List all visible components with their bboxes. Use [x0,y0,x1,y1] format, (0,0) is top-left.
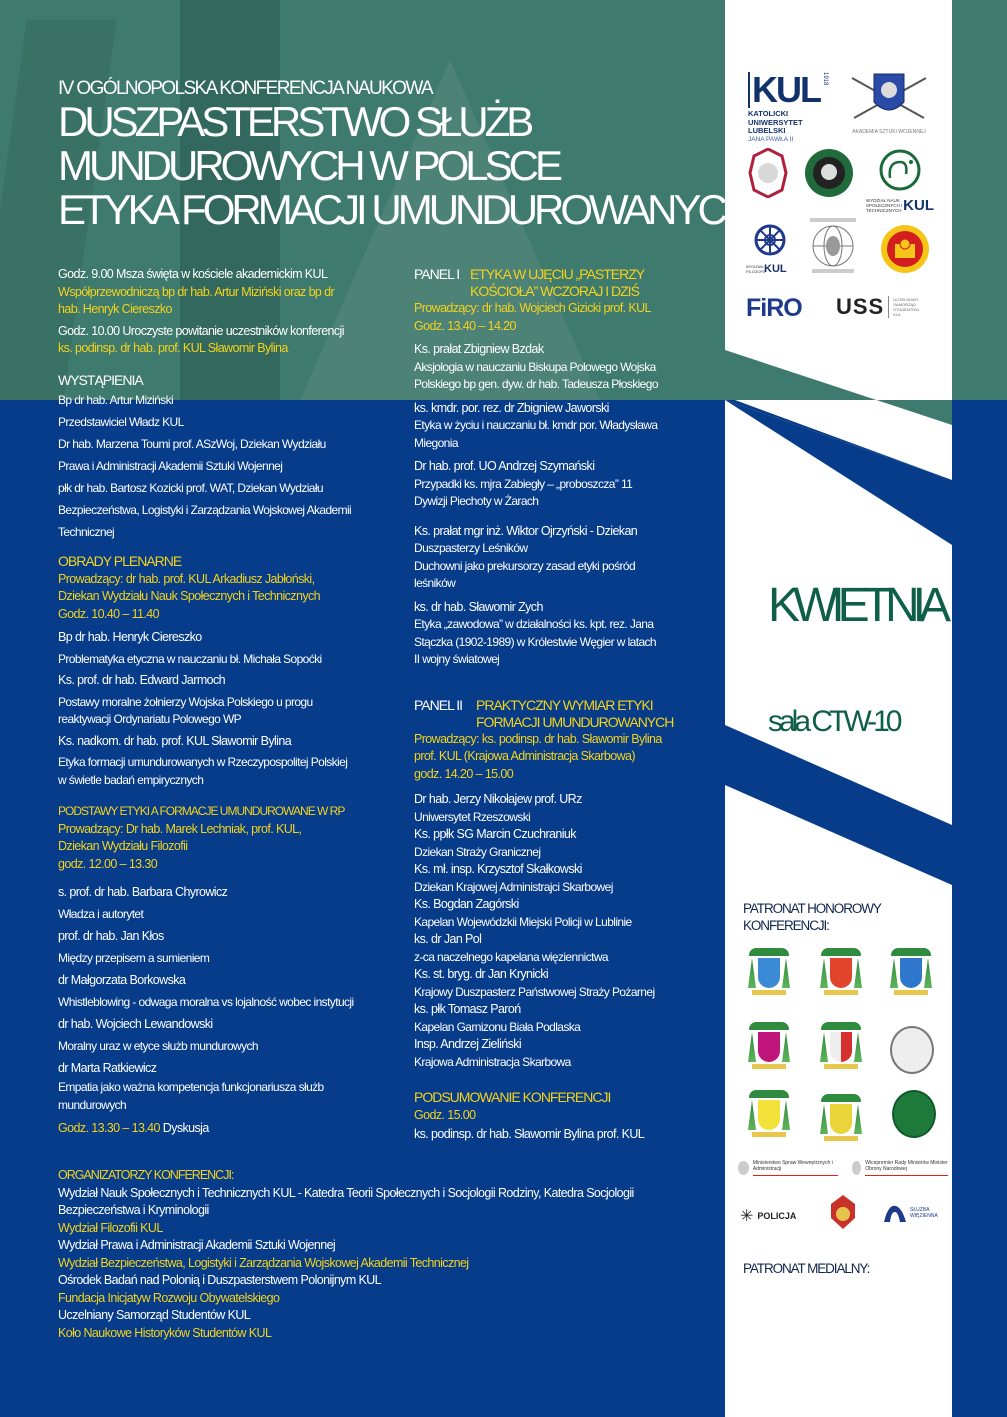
kul-logo: KUL 1918 KATOLICKI UNIWERSYTET LUBELSKI JANA PAWŁA II [748,69,828,143]
talk-speaker: Ks. prof. dr hab. Edward Jarmoch [58,673,225,687]
right-program-column [414,266,714,1144]
opening-line: ks. podinsp. dr hab. prof. KUL Sławomir Bylina [58,341,288,355]
organizer-line: Wydział Nauk Społecznych i Technicznych KUL - Katedra Teorii Społecznych i Socjologii Rodziny, Katedra Socjologii [58,1185,634,1200]
historians-club-badge [880,224,930,274]
polonia-center-logo [806,218,860,274]
right-green-strip [952,0,1007,400]
eagle-icon [852,1161,861,1175]
bishop-crest-icon [746,1022,792,1074]
talk-speaker: dr Marta Ratkiewicz [58,1061,157,1075]
bishop-crest-icon [888,948,934,1000]
panel2-line: Ks. Bogdan Zagórski [414,897,519,911]
organizer-line: Fundacja Inicjatyw Rozwoju Obywatelskiego [58,1290,280,1305]
bishop-crest-icon [818,1094,864,1146]
talk-title: Moralny uraz w etyce służb mundurowych [58,1039,258,1053]
speaker-line: płk dr hab. Bartosz Kozicki prof. WAT, Dziekan Wydziału [58,481,323,495]
panel2-line: Dr hab. Jerzy Nikołajew prof. URz [414,792,582,806]
opening-line: hab. Henryk Ciereszko [58,302,172,316]
panel1-talk-line: Ks. prałat Zbigniew Bzdak [414,342,544,356]
opening-line: Godz. 9.00 Msza święta w kościele akademickim KUL [58,267,328,281]
summary-heading: PODSUMOWANIE KONFERENCJI [414,1089,611,1105]
prison-service-icon [882,1202,908,1224]
speaker-line: Technicznej [58,525,115,539]
panel2-line: Insp. Andrzej Zieliński [414,1037,522,1051]
panel1-talk-line: Dywizji Piechoty w Żarach [414,494,539,508]
panel2-line: Dziekan Krajowej Administrajci Skarbowej [414,879,613,894]
organizer-line: Wydział Filozofii KUL [58,1220,163,1235]
panel1-talk-line: Ks. prałat mgr inż. Wiktor Ojrzyński - Dziekan [414,523,638,538]
panel2-line: Uniwersytet Rzeszowski [414,809,531,824]
panel1-time: Godz. 13.40 – 14.20 [414,318,516,333]
panel1-label: PANEL I [414,266,460,282]
border-guard-emblem-icon [892,1090,936,1138]
talk-speaker: Bp dr hab. Henryk Ciereszko [58,630,202,644]
mswia-logo: Ministerstwo Spraw Wewnętrznych i Administracji [738,1160,838,1176]
summary-person: ks. podinsp. dr hab. Sławomir Bylina prof. KUL [414,1127,645,1141]
military-ordinariate-seal-icon [890,1026,934,1074]
eagle-icon [738,1161,749,1175]
panel1-talk-line: Aksjologia w nauczaniu Biskupa Polowego Wojska [414,359,656,374]
panel1-talk-line: ks. kmdr. por. rez. dr Zbigniew Jaworski [414,400,609,415]
panel2-time: godz. 14.20 – 15.00 [414,766,514,781]
panel1-moderator: Prowadzący: dr hab. Wojciech Gizicki prof. KUL [414,301,651,315]
police-star-icon: ✳ [740,1208,754,1225]
organizers-section [58,1167,718,1342]
speaker-line: Dr hab. Marzena Toumi prof. ASzWoj, Dziekan Wydziału [58,437,326,451]
panel1-talk-line: leśników [414,576,456,590]
obrady-moderator: Dziekan Wydziału Nauk Społecznych i Technicznych [58,589,320,603]
discussion-label: Dyskusja [162,1121,209,1135]
panel1-talk-line: Duchowni jako prekursorzy zasad etyki pośród [414,558,636,573]
panel2-line: Ks. ppłk SG Marcin Czuchraniuk [414,827,576,841]
panel2-title: PRAKTYCZNY WYMIAR ETYKI [476,696,653,713]
panel2-moderator: prof. KUL (Krajowa Administracja Skarbowa) [414,749,635,763]
podstawy-moderator: Dziekan Wydziału Filozofii [58,839,188,853]
talk-title: reaktywacji Ordynariatu Polowego WP [58,712,242,726]
organizer-line: Ośrodek Badań nad Polonią i Duszpasterstwem Polonijnym KUL [58,1273,382,1287]
prison-service-logo: SŁUŻBA WIĘZIENNA [882,1202,944,1224]
wystapienia-heading: WYSTĄPIENIA [58,371,143,388]
talk-title: Władza i autorytet [58,907,144,921]
podstawy-time: godz. 12.00 – 13.30 [58,856,158,871]
policja-logo: ✳ POLICJA [740,1208,797,1225]
podstawy-moderator: Prowadzący: Dr hab. Marek Lechniak, prof. KUL, [58,821,302,836]
podstawy-heading: PODSTAWY ETYKI A FORMACJE UMUNDUROWANE W RP [58,804,345,818]
panel1-talk-line: Duszpasterzy Leśników [414,541,528,555]
panel2-line: Krajowa Administracja Skarbowa [414,1054,571,1069]
title-line-3: ETYKA FORMACJI UMUNDUROWANYCH [58,186,751,233]
talk-title: Postawy moralne żołnierzy Wojska Polskiego u progu [58,694,313,709]
panel1-talk-line: II wojny światowej [414,652,500,666]
panel2-line: Ks. mł. insp. Krzysztof Skałkowski [414,862,582,876]
media-patronage-heading: PATRONAT MEDIALNY: [743,1261,870,1276]
bishop-crest-icon [818,948,864,1000]
title-line-2: MUNDUROWYCH W POLSCE [58,142,560,189]
bishop-crest-icon [746,1090,792,1142]
panel2-label: PANEL II [414,696,463,713]
panel2-line: Krajowy Duszpasterz Państwowej Straży Pożarnej [414,984,655,999]
speaker-line: Przedstawiciel Władz KUL [58,415,184,429]
talk-speaker: Ks. nadkom. dr hab. prof. KUL Sławomir Bylina [58,733,292,748]
bishop-crest-icon [818,1022,864,1074]
wat-emblem [748,148,788,198]
talk-title: Problematyka etyczna w nauczaniu bł. Michała Sopoćki [58,651,322,666]
talk-speaker: prof. dr hab. Jan Kłos [58,929,164,943]
conference-title [58,78,750,232]
panel1-talk-line: ks. dr hab. Sławomir Zych [414,599,543,614]
talk-title: mundurowych [58,1097,127,1112]
panel1-talk-line: Stączka (1902-1989) w Królestwie Węgier w latach [414,634,656,649]
room-label: sala CTW-10 [768,705,899,738]
talk-title: Etyka formacji umundurowanych w Rzeczypospolitej Polskiej [58,755,348,769]
panel2-line: Kapelan Wojewódzkii Miejski Policji w Lublinie [414,914,632,929]
firo-logo: FiRO [746,294,802,322]
organizer-line: Koło Naukowe Historyków Studentów KUL [58,1325,272,1340]
panel2-line: z-ca naczelnego kapelana więziennictwa [414,949,608,964]
panel1-talk-line: Miegonia [414,435,458,450]
date-month: KWIETNIA [768,579,945,632]
panel1-talk-line: Przypadki ks. mjra Zabiegły – „proboszcza” 11 [414,476,633,491]
speaker-line: Prawa i Administracji Akademii Sztuki Wojennej [58,459,283,473]
panel2-title: FORMACJI UMUNDUROWANYCH [476,713,674,730]
title-line-1: DUSZPASTERSTWO SŁUŻB [58,98,531,145]
panel2-line: Ks. st. bryg. dr Jan Krynicki [414,967,549,981]
mon-logo: Wicepremier Rady Ministrów Minister Obrony Narodowej [852,1160,948,1176]
summary-time: Godz. 15.00 [414,1107,476,1122]
talk-speaker: dr Małgorzata Borkowska [58,973,186,987]
panel2-line: Dziekan Straży Granicznej [414,844,541,859]
panel2-line: Kapelan Garnizonu Biała Podlaska [414,1019,581,1034]
organizer-line: Wydział Bezpieczeństwa, Logistyki i Zarządzania Wojskowej Akademii Technicznej [58,1255,469,1270]
asw-logo: AKADEMIA SZTUKI WOJENNEJ [848,72,930,134]
organizer-line: Bezpieczeństwa i Kryminologii [58,1203,209,1217]
wf-logo: WYDZIAŁ FILOZOFII KUL [746,222,796,275]
honorary-patronage-heading: PATRONAT HONOROWY KONFERENCJI: [743,901,881,933]
panel1-talk-line: Dr hab. prof. UO Andrzej Szymański [414,459,595,473]
talk-title: Whistleblowing - odwaga moralna vs lojalność wobec instytucji [58,995,354,1009]
talk-title: w świetle badań empirycznych [58,772,204,787]
panel2-moderator: Prowadzący: ks. podinsp. dr hab. Sławomir Bylina [414,731,662,746]
panel1-talk-line: Polskiego bp gen. dyw. dr hab. Tadeusza Płoskiego [414,377,658,391]
talk-title: Empatia jako ważna kompetencja funkcjonariusza służb [58,1080,324,1094]
panel2-line: ks. dr Jan Pol [414,932,482,946]
talk-speaker: s. prof. dr hab. Barbara Chyrowicz [58,885,228,899]
bishop-crest-icon [746,948,792,1000]
organizer-line: Uczelniany Samorząd Studentów KUL [58,1308,251,1322]
obrady-time: Godz. 10.40 – 11.40 [58,606,159,621]
wnst-logo: WYDZIAŁ NAUK SPOŁECZNYCH I TECHNICZNYCH KUL [866,148,934,214]
panel1-talk-line: Etyka w życiu i nauczaniu bł. kmdr por. Władysława [414,418,658,432]
organizers-heading: ORGANIZATORZY KONFERENCJI: [58,1168,234,1182]
panel1-title: KOŚCIOŁA” WCZORAJ I DZIŚ [470,283,639,299]
conference-subtitle: IV OGÓLNOPOLSKA KONFERENCJA NAUKOWA [58,78,433,99]
obrady-heading: OBRADY PLENARNE [58,553,182,569]
talk-speaker: dr hab. Wojciech Lewandowski [58,1017,213,1031]
military-badge [804,148,854,198]
left-program-column [58,266,398,1138]
opening-line: Współprzewodniczą bp dr hab. Artur Miziński oraz bp dr [58,284,335,299]
panel1-talk-line: Etyka „zawodowa” w działalności ks. kpt. rez. Jana [414,617,654,631]
uss-logo: USS UCZELNIANY SAMORZĄD STUDENTÓW KUL [836,294,920,319]
talk-title: Między przepisem a sumieniem [58,951,210,965]
speaker-line: Bp dr hab. Artur Miziński [58,393,174,407]
organizer-line: Wydział Prawa i Administracji Akademii Sztuki Wojennej [58,1238,336,1252]
fire-service-emblem-icon [828,1194,858,1230]
opening-line: Godz. 10.00 Uroczyste powitanie uczestników konferencji [58,323,344,338]
right-navy-strip [952,400,1007,1417]
panel2-line: ks. płk Tomasz Paroń [414,1002,521,1016]
obrady-moderator: Prowadzący: dr hab. prof. KUL Arkadiusz Jabłoński, [58,571,315,586]
panel1-title: ETYKA W UJĘCIU „PASTERZY [470,266,645,282]
discussion-time: Godz. 13.30 – 13.40 [58,1121,160,1135]
speaker-line: Bezpieczeństwa, Logistyki i Zarządzania Wojskowej Akademii [58,503,352,517]
